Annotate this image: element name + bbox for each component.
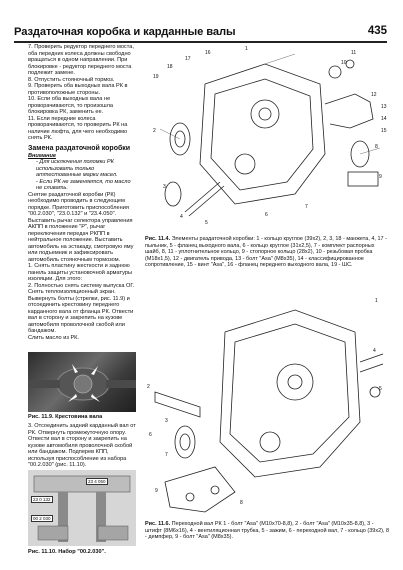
callout-label: 2 [153, 128, 156, 134]
tool-label: 00 2 030 [33, 516, 51, 521]
step-9: 9. Проверить оба выходных вала РК в противоположные стороны. [28, 83, 128, 96]
callout-label: 11 [351, 50, 357, 56]
note-item: - Для исключения поломки РК использовать только аттестованные марки масел. [36, 159, 118, 178]
page-title: Раздаточная коробка и карданные валы [14, 26, 236, 38]
tool-label: 23 0 132 [33, 497, 51, 502]
callout-label: 3 [165, 418, 168, 424]
callout-label: 1 [245, 46, 248, 52]
fig-11-10-number: Рис. 11.10. [28, 549, 57, 555]
callout-label: 17 [185, 56, 191, 62]
callout-label: 12 [371, 92, 377, 98]
tool-set-image [28, 470, 136, 546]
fig-11-4-caption [145, 236, 390, 269]
callout-label: 9 [379, 174, 382, 180]
callout-label: 6 [149, 432, 152, 438]
step-1: 1. Снять пластину жесткости и заднюю панель защиты установочной арматуры изоляции. Для этого: [28, 263, 133, 282]
fig-11-4-number: Рис. 11.4. [145, 236, 171, 242]
header-rule [14, 41, 387, 43]
note-label: Внимание [28, 152, 56, 159]
step-10: 10. Если оба выходных вала не проворачиваются, то произошла блокировка РК, заменить ее. [28, 96, 113, 115]
callout-label: 14 [381, 116, 387, 122]
callout-label: 16 [205, 50, 211, 56]
fig-11-6-caption [145, 521, 390, 541]
callout-label: 1 [375, 298, 378, 304]
drain-oil: Слить масло из РК. [28, 334, 79, 341]
step-8: 8. Отпустить стояночный тормоз. [28, 76, 115, 83]
fig-11-4-text: Элементы раздаточной коробки: 1 - кольцо круглое (39х2), 2, 3, 18 - манжета, 4, 17 - пыльник, 5 - фланец выходного вала, 6 - кольцо круглое (31х2,5), 7 - комплект распорных шайб, 8, 11 - уплотнительное кольцо, 9 - стопорное кольцо (28х2), 10 - резьбовая пробка (М18х1,5), 12 - двигатель привода, 13 - болт "Аsа" (М8х35), 14 - классифицированное сопротивление, 15 - винт "Аsа", 16 - фланец переднего выходного вала, 19 - ШС. [145, 236, 387, 268]
callout-label: 15 [381, 128, 387, 134]
photo-tool-set [28, 470, 136, 546]
shaft-cross-image [28, 352, 136, 412]
fig-11-10-caption [28, 549, 138, 556]
callouts-bottom [145, 292, 390, 520]
callout-label: 2 [147, 384, 150, 390]
fig-11-10-title: Набор "00.2.030". [58, 549, 106, 555]
callout-label: 8 [375, 144, 378, 150]
callout-label: 6 [265, 212, 268, 218]
photo-shaft-cross [28, 352, 136, 412]
fig-11-9-number: Рис. 11.9. [28, 414, 54, 420]
fig-11-9-caption [28, 414, 138, 421]
page-header [0, 0, 403, 44]
step-7: 7. Проверить редуктор переднего моста, оба передних колеса должны свободно вращаться в одном направлении. При блокировке - редуктор переднего моста подлежит замене. [28, 44, 134, 76]
fig-11-9-title: Крестовина вала [55, 414, 103, 420]
callout-label: 4 [373, 348, 376, 354]
fig-11-6-text: Переходной вал РК 1 - болт "Аsа" (М10х70-8,8), 2 - болт "Аsа" (М10х35-8,8), 3 - штифт (8М6х16), 4 - вентиляционная трубка, 5 - зажим, 6 - переходной вал, 7 - кольцо (39х2), 8 - демпфер, 9 - болт "Аsа" (М8х35). [145, 521, 390, 540]
removal-intro: Снятие раздаточной коробки (РК) необходимо проводить в следующем порядке. Приготовить приспособления "00.2.030", "23.0.132" и "23.4.050". Выставить рычаг селектора управления АКПП в положение "P", рычаг переключения передач РКПП в нейтральное положение. Выставить автомобиль на эстакаду, смотровую яму или подъемник и зафиксировать автомобиль стояночным тормозом. [28, 191, 134, 263]
callout-label: 9 [155, 488, 158, 494]
step-11: 11. Если передние колеса проворачиваются, то проверить РК на наличие люфта, для чего необходимо снять РК. [28, 115, 128, 141]
callout-label: 7 [305, 204, 308, 210]
note-list [28, 159, 136, 192]
callout-label: 5 [379, 386, 382, 392]
callout-label: 7 [165, 452, 168, 458]
left-column [28, 44, 136, 341]
callout-label: 5 [205, 220, 208, 226]
step-3: 3. Отсоединить задний карданный вал от РК. Отвернуть промежуточную опору. Отвести вал в сторону и закрепить на кузове автомобиля проволочной скобой или бандажом. Подперев КПП, используя приспособление из набора "00.2.030" (рис. 11.10). [28, 423, 136, 468]
callouts-top [145, 44, 390, 234]
callout-label: 10 [341, 60, 347, 66]
fig-11-6-number: Рис. 11.6. [145, 521, 171, 527]
tool-label: 23 4 050 [88, 479, 106, 484]
step-2: 2. Полностью снять систему выпуска ОГ. Снять теплоизоляционный экран. Вывернуть болты (стрелки, рис. 11.9) и отсоединить крестовину переднего карданного вала от фланца РК. Отвести вал в сторону и закрепить на кузове автомобиля проволочной скобой или бандажом. [28, 282, 135, 334]
section-title: Замена раздаточной коробки [28, 144, 131, 152]
left-column-lower [28, 423, 136, 469]
callout-label: 13 [381, 104, 387, 110]
page-number: 435 [367, 25, 387, 37]
callout-label: 8 [240, 500, 243, 506]
note-item: - Если РК не заменяется, то масло не сливать. [36, 178, 131, 191]
callout-label: 18 [167, 64, 173, 70]
callout-label: 3 [163, 184, 166, 190]
callout-label: 4 [180, 214, 183, 220]
callout-label: 19 [153, 74, 159, 80]
